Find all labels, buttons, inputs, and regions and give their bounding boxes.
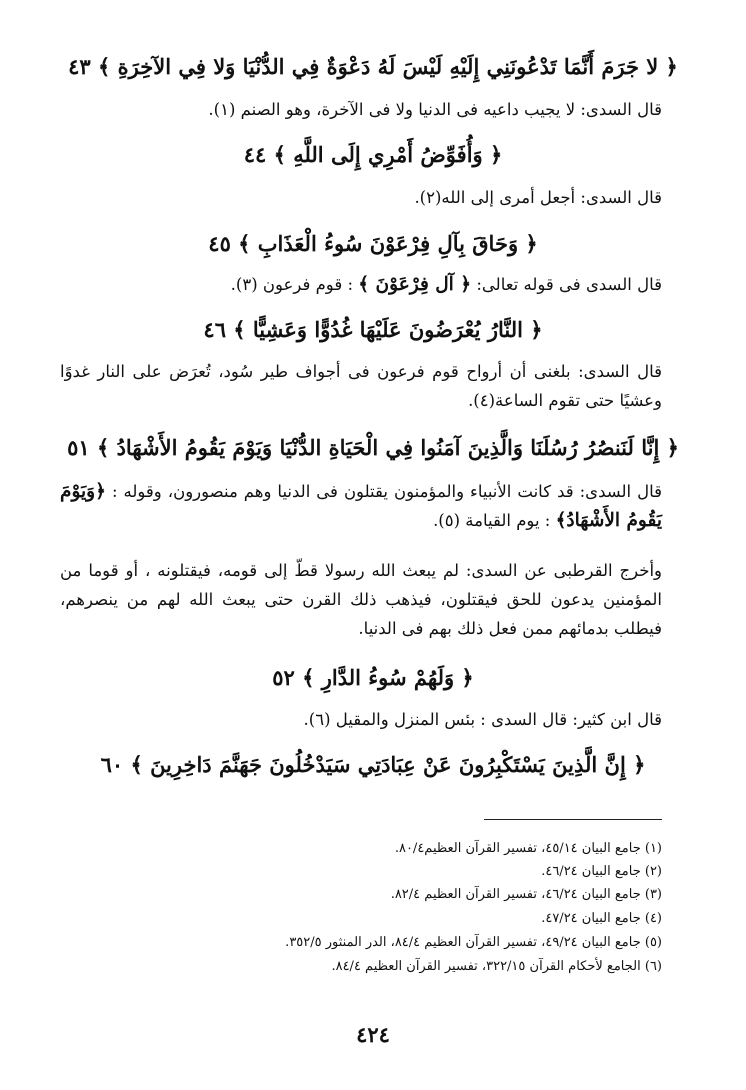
commentary-45-intro: قال السدى فى قوله تعالى: — [476, 275, 662, 294]
verse-43: ﴿ لا جَرَمَ أَنَّمَا تَدْعُونَنِي إِلَيْهِ لَيْسَ لَهُ دَعْوَةٌ فِي الدُّنْيَا وَلا فِي الآخِرَةِ ﴾ ٤٣ — [68, 54, 678, 79]
commentary-46: قال السدى: بلغنى أن أرواح قوم فرعون فى أجواف طير سُود، تُعرَض على النار غدوًا وعشيًا حتى تقوم الساعة(٤). — [60, 362, 662, 410]
footnote-5: (٥) جامع البيان ٤٩/٢٤، تفسير القرآن العظيم ٨٤/٤، الدر المنثور ٣٥٢/٥. — [285, 935, 662, 950]
commentary-51-quote: ﴿وَيَوْمَ يَقُومُ الأَشْهَادُ﴾ — [60, 481, 662, 531]
commentary-43: قال السدى: لا يجيب داعيه فى الدنيا ولا فى الآخرة، وهو الصنم (١). — [208, 100, 662, 119]
verse-44: ﴿ وَأُفَوِّضُ أَمْرِي إِلَى اللَّهِ ﴾ ٤٤ — [243, 142, 503, 167]
commentary-52: قال ابن كثير: قال السدى : بئس المنزل والمقيل (٦). — [303, 710, 662, 729]
qurtubi-paragraph: وأخرج القرطبى عن السدى: لم يبعث الله رسولا قطّ إلى قومه، فيقتلونه ، أو قوما من المؤمنين يدعون للحق فيقتلون، فيذهب ذلك القرن حتى يبعث الله لهم من ينصرهم، فيطلب بدمائهم ممن فعل ذلك بهم فى الدنيا. — [60, 561, 662, 638]
verse-46: ﴿ النَّارُ يُعْرَضُونَ عَلَيْهَا غُدُوًّا وَعَشِيًّا ﴾ ٤٦ — [203, 317, 543, 342]
footnote-1: (١) جامع البيان ٤٥/١٤، تفسير القرآن العظيم٨٠/٤. — [394, 841, 662, 856]
footnote-4: (٤) جامع البيان ٤٧/٢٤. — [541, 911, 662, 926]
commentary-44: قال السدى: أجعل أمرى إلى الله(٢). — [414, 188, 662, 207]
verse-60: ﴿ إِنَّ الَّذِينَ يَسْتَكْبِرُونَ عَنْ عِبَادَتِي سَيَدْخُلُونَ جَهَنَّمَ دَاخِرِينَ ﴾ ٦٠ — [100, 752, 646, 777]
commentary-51-text: قال السدى: قد كانت الأنبياء والمؤمنون يقتلون فى الدنيا وهم منصورون، وقوله : — [111, 482, 662, 501]
verse-51: ﴿ إِنَّا لَنَنصُرُ رُسُلَنَا وَالَّذِينَ آمَنُوا فِي الْحَيَاةِ الدُّنْيَا وَيَوْمَ يَقُومُ الأَشْهَادُ ﴾ ٥١ — [67, 435, 679, 460]
footnote-2: (٢) جامع البيان ٤٦/٢٤. — [541, 864, 662, 879]
commentary-45-gloss: : قوم فرعون (٣). — [230, 275, 354, 294]
commentary-51 — [60, 477, 662, 535]
footnote-3: (٣) جامع البيان ٤٦/٢٤، تفسير القرآن العظيم ٨٢/٤. — [390, 887, 662, 902]
verse-45: ﴿ وَحَاقَ بِآلِ فِرْعَوْنَ سُوءُ الْعَذَابِ ﴾ ٤٥ — [208, 231, 538, 256]
footnote-separator — [484, 819, 662, 820]
verse-52: ﴿ وَلَهُمْ سُوءُ الدَّارِ ﴾ ٥٢ — [272, 665, 474, 690]
page-number: ٤٢٤ — [356, 1022, 390, 1047]
footnote-6: (٦) الجامع لأحكام القرآن ٣٢٢/١٥، تفسير القرآن العظيم ٨٤/٤. — [331, 959, 662, 974]
commentary-45-quote: ﴿ آل فِرْعَوْنَ ﴾ — [358, 274, 472, 295]
commentary-45 — [60, 270, 662, 299]
commentary-51-gloss: : يوم القيامة (٥). — [433, 511, 551, 530]
